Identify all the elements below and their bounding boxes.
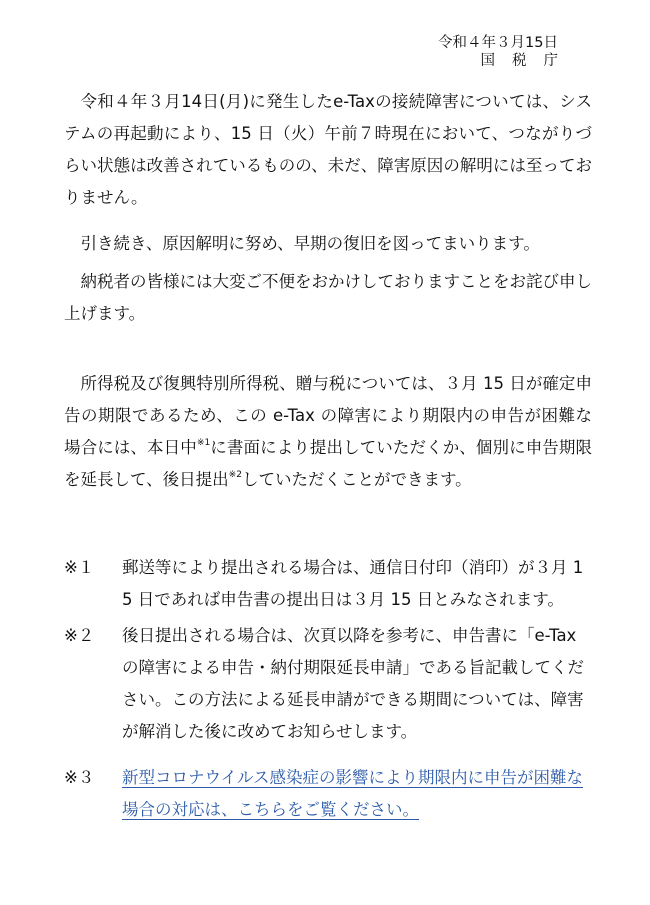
paragraph-text: 令和４年３月14日(月)に発生したe-Taxの接続障害については、システムの再起動により、15 日（火）午前７時現在において、つながりづらい状態は改善されているものの、未だ、障害原因の解明には至っておりません。 (64, 92, 592, 207)
footnote-mark: ※１ (64, 558, 95, 577)
paragraph-text-segment: していただくことができます。 (241, 470, 472, 489)
issuing-organization: 国税庁 (480, 53, 575, 69)
issue-date: 令和４年３月15日 (438, 35, 558, 51)
paragraph-text: 納税者の皆様には大変ご不便をおかけしておりますことをお詫び申し上げます。 (64, 272, 592, 323)
paragraph-recovery-effort (64, 228, 592, 260)
paragraph-text-segment: に書面により提出していただくか、個別に申告期限を延長して、後日提出 (64, 438, 593, 489)
footnote-mark: ※３ (64, 768, 95, 787)
paragraph-text (64, 368, 592, 496)
covid-info-link[interactable]: 新型コロナウイルス感染症の影響により期限内に申告が困難な場合の対応は、こちらをご覧ください。 (122, 768, 584, 819)
footnote-text: 後日提出される場合は、次頁以降を参考に、申告書に「e-Tax の障害による申告・納付期限延長申請」である旨記載してください。この方法による延長申請ができる期間については、障害が解消した後に改めてお知らせします。 (122, 626, 584, 741)
footnote-3 (64, 762, 592, 826)
paragraph-text-segment: 所得税及び復興特別所得税、贈与税については、３月 15 日が確定申告の期限であるため、この e-Tax の障害により期限内の申告が困難な場合には、本日中 (64, 374, 592, 457)
footnote-mark: ※２ (64, 626, 95, 645)
paragraph-outage-status (64, 86, 592, 214)
paragraph-text: 引き続き、原因解明に努め、早期の復旧を図ってまいります。 (80, 234, 540, 253)
footnote-2 (64, 620, 592, 748)
paragraph-filing-deadline (64, 368, 592, 496)
footnote-text: 郵送等により提出される場合は、通信日付印（消印）が３月 15 日であれば申告書の提出日は３月 15 日とみなされます。 (122, 558, 584, 609)
document-header (438, 34, 575, 70)
footnote-text-container (64, 762, 592, 826)
footnote-ref-2: ※2 (228, 470, 242, 480)
paragraph-apology (64, 266, 592, 330)
footnote-ref-1: ※1 (196, 438, 211, 448)
footnote-1 (64, 552, 592, 616)
